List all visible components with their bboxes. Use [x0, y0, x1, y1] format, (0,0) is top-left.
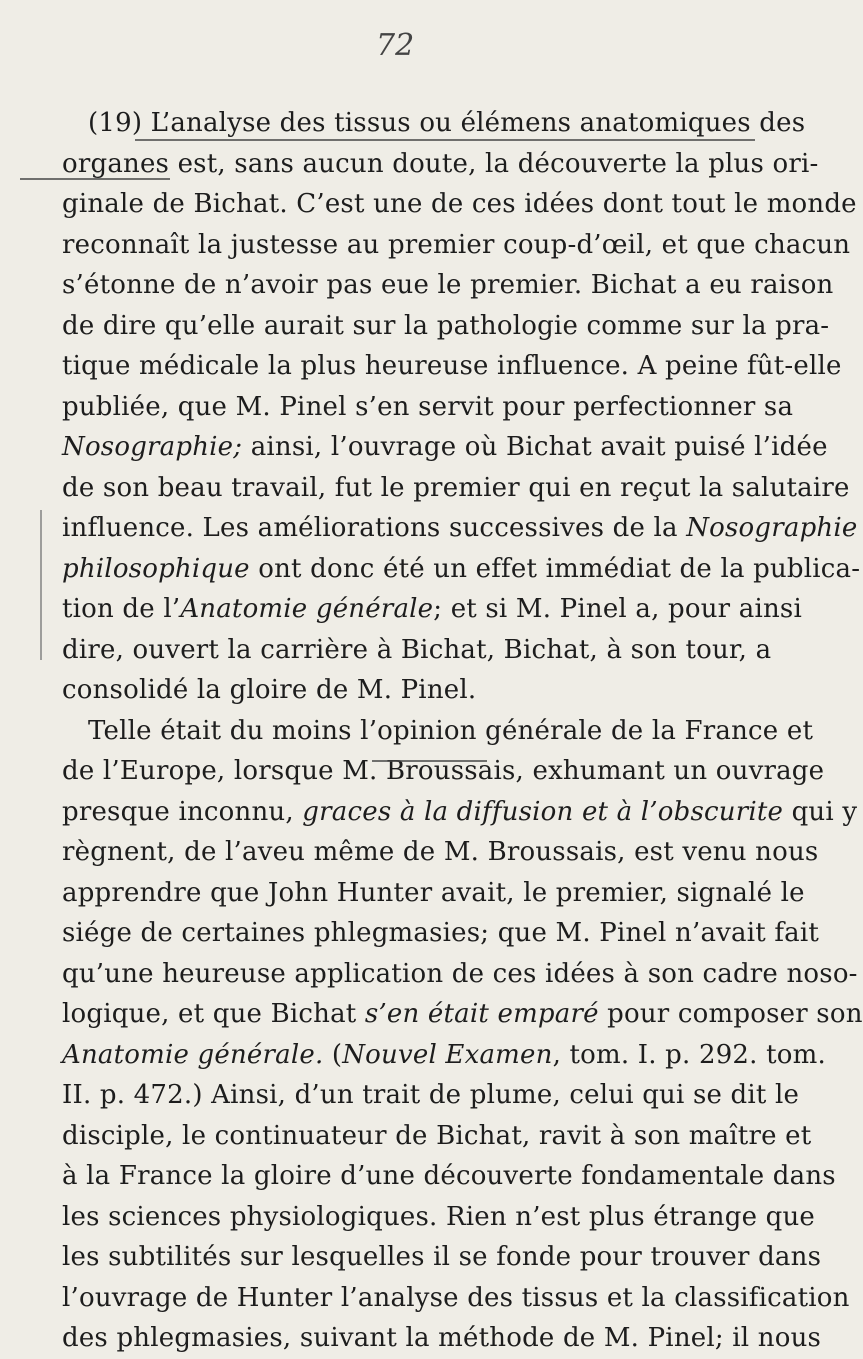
text-run: Telle était du moins l’opinion générale de la France et: [88, 715, 814, 746]
text-run: ont donc été un effet immédiat de la publica-: [249, 553, 861, 584]
text-line: [62, 873, 805, 914]
text-run: tique médicale la plus heureuse influence. A peine fût-elle: [62, 351, 842, 381]
text-run: disciple, le continuateur de Bichat, ravit à son maître et: [62, 1120, 812, 1151]
text-run: (: [323, 1039, 343, 1070]
text-line: [62, 549, 861, 590]
text-line: [62, 1035, 826, 1076]
text-line: [62, 994, 863, 1035]
text-line: [62, 225, 851, 266]
text-run: pour composer son: [598, 999, 863, 1029]
text-run: tion de l’: [62, 594, 181, 624]
underline-mark-organes: [20, 178, 170, 180]
text-line: [62, 832, 819, 873]
text-run: II. p. 472.) Ainsi, d’un trait de plume, celui qui se dit le: [62, 1080, 800, 1110]
text-run: consolidé la gloire de M. Pinel.: [62, 675, 477, 705]
page-number: 72: [376, 28, 415, 63]
text-run: publiée, que M. Pinel s’en servit pour perfectionner sa: [62, 391, 794, 422]
text-line: [62, 508, 858, 549]
text-line: [62, 1075, 800, 1116]
text-line: [62, 954, 858, 995]
margin-pencil-mark: [40, 510, 50, 660]
text-line: [62, 711, 814, 752]
italic-text-run: Nouvel Examen: [342, 1039, 553, 1070]
text-line: [62, 265, 834, 306]
text-run: siége de certaines phlegmasies; que M. Pinel n’avait fait: [62, 918, 820, 948]
underline-mark-title: [135, 139, 755, 141]
text-line: [62, 387, 794, 428]
text-run: ginale de Bichat. C’est une de ces idées dont tout le monde: [62, 189, 857, 219]
text-run: les sciences physiologiques. Rien n’est plus étrange que: [62, 1201, 816, 1232]
text-run: de l’Europe, lorsque M. Broussais, exhumant un ouvrage: [62, 756, 825, 786]
text-run: presque inconnu,: [62, 796, 303, 827]
text-run: influence. Les améliorations successives de la: [62, 513, 687, 543]
text-run: , tom. I. p. 292. tom.: [552, 1039, 826, 1070]
text-run: ; et si M. Pinel a, pour ainsi: [433, 594, 802, 624]
italic-text-run: Anatomie générale: [180, 594, 434, 624]
text-run: qu’une heureuse application de ces idées à son cadre noso-: [62, 958, 858, 989]
text-line: [62, 751, 825, 792]
text-line: [62, 630, 772, 671]
text-line: [62, 1116, 812, 1157]
italic-text-run: Nosographie: [686, 513, 858, 543]
text-line: [62, 427, 828, 468]
text-line: [62, 184, 857, 225]
text-run: ainsi, l’ouvrage où Bichat avait puisé l’idée: [242, 432, 828, 462]
text-line: [62, 346, 842, 387]
text-run: (19) L’analyse des tissus ou élémens anatomiques des: [88, 108, 806, 138]
text-run: reconnaît la justesse au premier coup-d’œil, et que chacun: [62, 229, 851, 260]
text-run: des phlegmasies, suivant la méthode de M. Pinel; il nous: [62, 1323, 822, 1353]
text-run: s’étonne de n’avoir pas eue le premier. Bichat a eu raison: [62, 270, 834, 300]
underline-mark-broussais: [372, 760, 487, 762]
text-run: à la France la gloire d’une découverte fondamentale dans: [62, 1161, 836, 1191]
text-line: [62, 792, 858, 833]
text-line: [62, 1318, 822, 1359]
text-line: [62, 1197, 816, 1238]
text-run: règnent, de l’aveu même de M. Broussais, est venu nous: [62, 837, 819, 867]
italic-text-run: s’en était emparé: [364, 999, 599, 1029]
text-run: de dire qu’elle aurait sur la pathologie comme sur la pra-: [62, 310, 830, 341]
text-line: [62, 468, 850, 509]
text-run: logique, et que Bichat: [62, 999, 365, 1029]
text-line: [62, 306, 830, 347]
text-line: [62, 670, 762, 711]
text-run: apprendre que John Hunter avait, le premier, signalé le: [62, 877, 805, 908]
text-run: qui y: [783, 796, 858, 827]
text-run: organes est, sans aucun doute, la découverte la plus ori-: [62, 148, 819, 179]
page-body-text: [62, 103, 863, 1359]
italic-text-run: graces à la diffusion et à l’obscurite: [302, 796, 784, 827]
text-line: [62, 1156, 836, 1197]
text-run: les subtilités sur lesquelles il se fonde pour trouver dans: [62, 1242, 822, 1272]
italic-text-run: Nosographie;: [62, 432, 243, 462]
text-line: [62, 103, 806, 144]
text-line: [62, 1237, 822, 1278]
text-run: de son beau travail, fut le premier qui en reçut la salutaire: [62, 472, 850, 503]
text-run: l’ouvrage de Hunter l’analyse des tissus et la classification: [62, 1282, 850, 1313]
italic-text-run: philosophique: [62, 553, 250, 584]
text-line: [62, 589, 802, 630]
text-line: [62, 913, 820, 954]
italic-text-run: Anatomie générale.: [62, 1039, 324, 1070]
text-line: [62, 1278, 850, 1319]
text-run: dire, ouvert la carrière à Bichat, Bichat, à son tour, a: [62, 634, 772, 665]
